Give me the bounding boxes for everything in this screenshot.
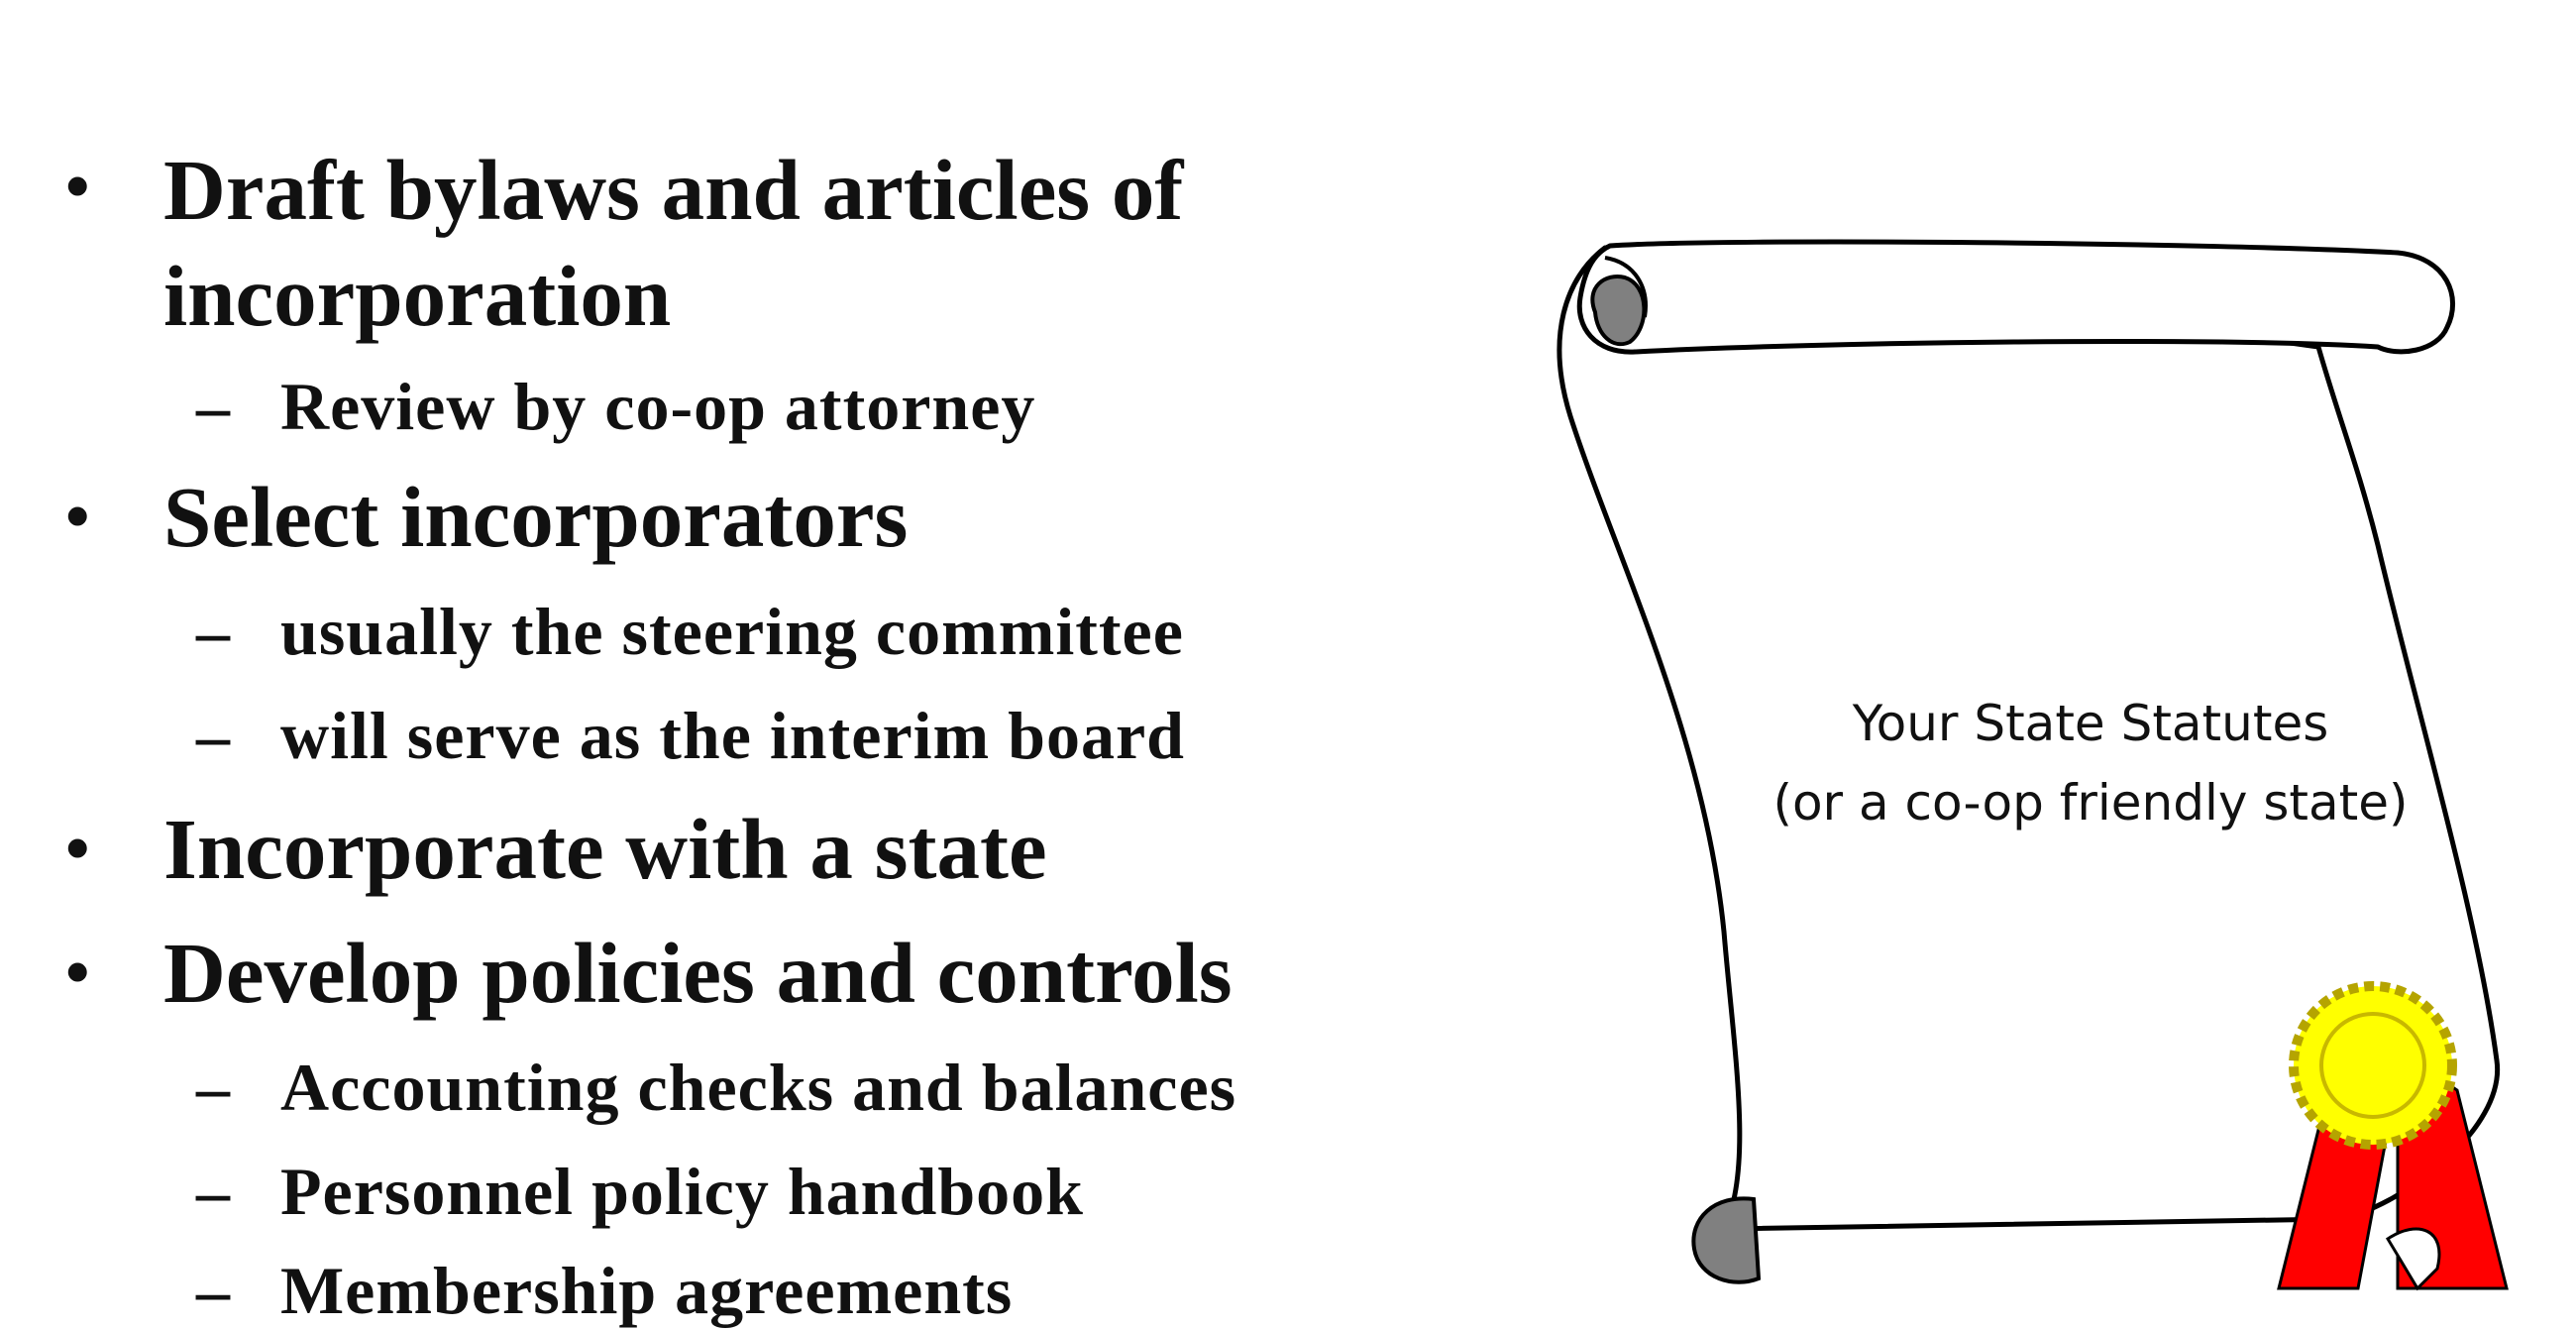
- bullet-3: Incorporate with a state: [163, 801, 1047, 897]
- bullet-2-sub-1: usually the steering committee: [280, 594, 1184, 669]
- scroll-caption: [1724, 684, 2457, 842]
- dash-marker: –: [196, 1050, 230, 1125]
- bullet-4-sub-3: Membership agreements: [280, 1253, 1014, 1328]
- dash-marker: –: [196, 369, 230, 444]
- dash-marker: –: [196, 1253, 230, 1328]
- scroll-caption-line-2: (or a co-op friendly state): [1772, 774, 2409, 831]
- bullet-marker: •: [65, 935, 90, 1011]
- bullet-1-line-1: Draft bylaws and articles of: [163, 142, 1184, 238]
- scroll-caption-line-1: Your State Statutes: [1852, 695, 2329, 752]
- bullet-marker: •: [65, 479, 90, 555]
- bullet-marker: •: [65, 149, 90, 225]
- bullet-2-sub-2: will serve as the interim board: [280, 698, 1185, 773]
- bullet-1-line-2: incorporation: [163, 248, 672, 344]
- bullet-2: Select incorporators: [163, 469, 909, 565]
- bullet-1-sub-1: Review by co-op attorney: [280, 369, 1036, 444]
- bullet-4-sub-2: Personnel policy handbook: [280, 1154, 1084, 1229]
- bullet-4-sub-1: Accounting checks and balances: [280, 1050, 1237, 1125]
- dash-marker: –: [196, 1154, 230, 1229]
- dash-marker: –: [196, 594, 230, 669]
- bullet-marker: •: [65, 811, 90, 887]
- dash-marker: –: [196, 698, 230, 773]
- bullet-4: Develop policies and controls: [163, 925, 1233, 1021]
